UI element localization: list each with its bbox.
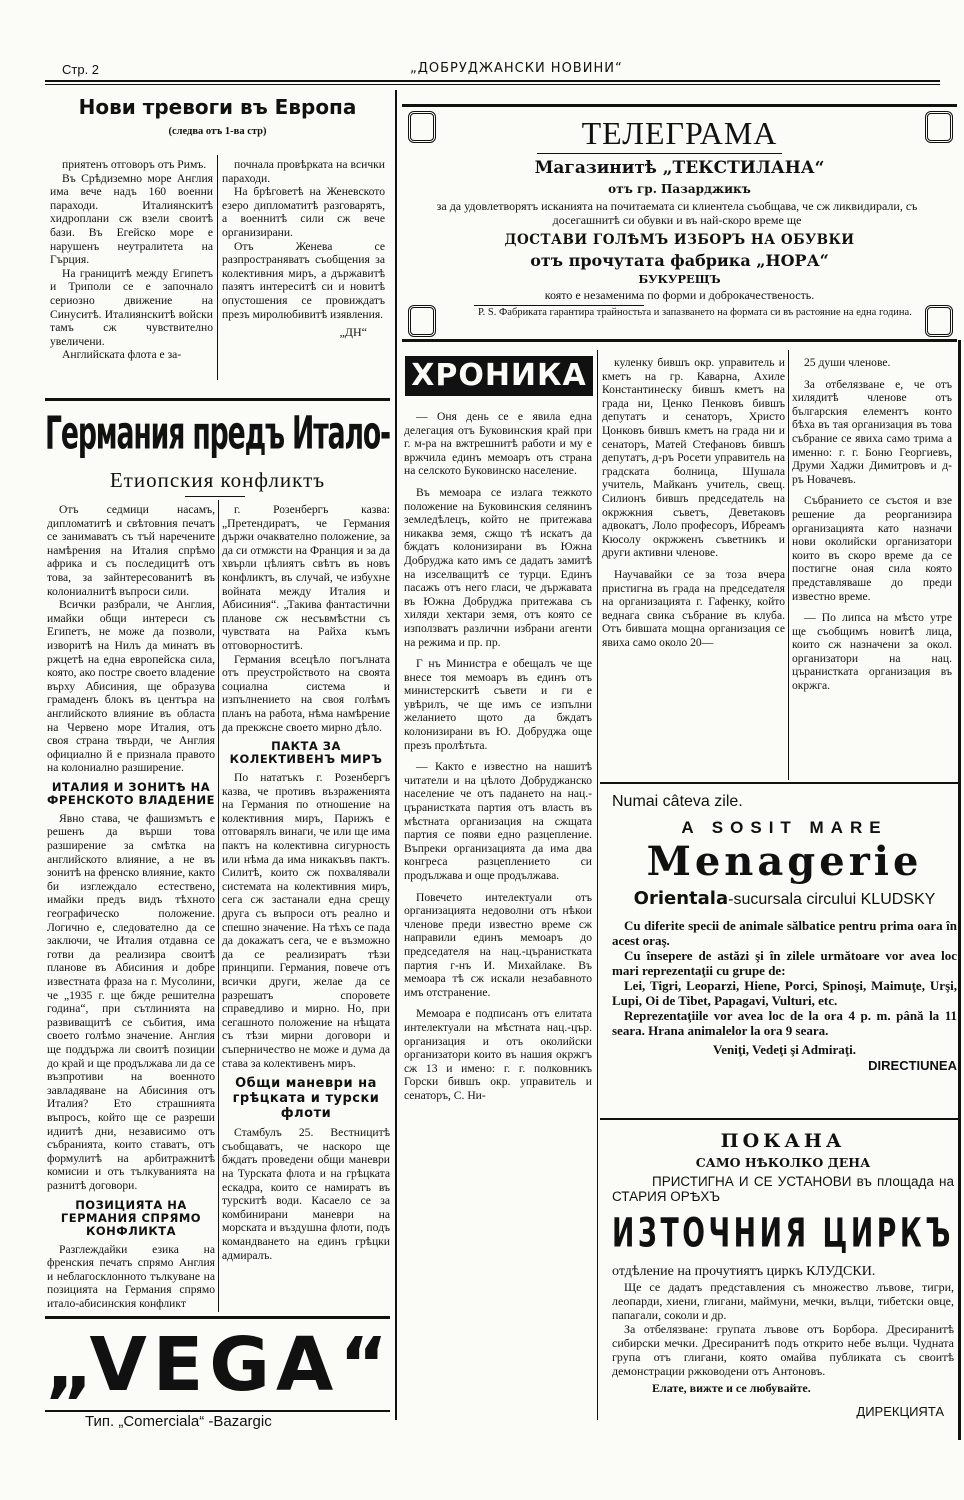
footer-rule: [45, 1410, 390, 1412]
europe-column-2-wrap: [222, 158, 385, 340]
section-rule: [600, 1118, 960, 1120]
menagerie-headline: A SOSIT MARE: [681, 818, 888, 837]
paragraph: Стамбулъ 25. Вестницитѣ съобщаватъ, че наскоро ще бждатъ проведени общи маневри на Турската флота и на грѣцката ескадра, които се намиратъ въ турскитѣ води. Касаело се за комбинирани маневри на морската и въздушна флоти, подъ командването на единъ грѣцки адмиралъ.: [222, 1126, 390, 1262]
paragraph: Г нъ Министра е обещалъ че ще внесе тоя мемоаръ въ единъ отъ министерскитѣ съвети и ги е увѣрилъ, че ще имъ се изпълни желанието щото да бждатъ колонизирани въ Ю. Добруджа още презъ пролѣтьта.: [404, 657, 592, 752]
vega-ad: „VEGA“: [45, 1322, 394, 1409]
chronicle-title: ХРОНИКА: [405, 356, 593, 396]
chronicle-column-1: [404, 410, 592, 1111]
paragraph: — Оня день се е явила една делегация отъ Буковинския край при г. м-ра на вжтрешнитѣ работи и му е вржчила единъ мемоаръ отъ страна на селското Буковинско население.: [404, 410, 592, 478]
paragraph: — По липса на мѣсто утре ще съобщимъ новитѣ лица, които сж назначени за окол. организатори на нац. църанистката организация въ окржга.: [792, 611, 952, 693]
germany-column-1: [47, 503, 215, 1310]
menagerie-ad: [612, 792, 957, 1074]
printer-footer: Тип. „Comerciala“ -Bazargic: [85, 1413, 272, 1431]
menagerie-branch-line: [612, 888, 957, 912]
paragraph: Cu însepere de astăzi şi în zilele următoare vor avea loc mari reprezentaţii cu grupe de:: [612, 948, 957, 978]
chronicle-column-3: [792, 356, 952, 701]
paragraph: Мемоара е подписанъ отъ елитата интелектуали на мѣстната нац.-цър. организация и отъ околийски организатори които въ нашия окржгъ сж 13 и имено: г. г. полковникъ Горски бившъ окр. управитель и сенаторъ, С. Ни-: [404, 1007, 592, 1102]
header-rule-thin: [45, 84, 940, 85]
paragraph: Явно става, че фашизмътъ е решенъ да върши това разширение за смѣтка на английското влияние, а не въ зонитѣ на френско влияние, както би изглеждало естествено, имайки предъ видъ тѣхното географическо положение. Логично е, следователно да се заключи, че Италия отдавна се готви да реализира своитѣ планове въ Абисиния и добре известната фраза на г. Мусолини, че „1935 г. ще бжде решителна година“, при сътлинията на развиващитѣ се събития, има своето голѣмо значение. Англия ще поддържа ли своитѣ позиции до край и ще продължава ли да се възпротиви на военното завладяване на Абисиния отъ Италия? Ето страшнията въпросъ, който ще се разреши идиитѣ дни, независимо отъ събранията, които ставатъ, отъ формулитѣ на арбитражнитѣ комисии и отъ тълкуванията на разнитѣ договори.: [47, 811, 215, 1192]
telegram-offer: ДОСТАВИ ГОЛѢМЪ ИЗБОРЪ НА ОБУВКИ: [504, 232, 855, 248]
paragraph: Повечето интелектуали отъ организацията недоволни отъ нѣкои членове преди известно време сж направили единъ мемоаръ до председателя на нац.-църанистката партия г-нъ И. Михайлаке. Въ мемоара тѣ сж искали незабавното имъ отстранение.: [404, 890, 592, 999]
europe-column-2: [222, 158, 385, 321]
paragraph: За отбелязване: групата лъвове отъ Борбора. Дресиранитѣ сибирски мечки. Дресиранитѣ подъ открито небе вълци. Чудната група отъ глигани, която омайва публиката съ своитѣ демонстрации ржководени отъ Антоновъ.: [612, 1322, 954, 1378]
menagerie-branch-inner: [634, 888, 936, 909]
paragraph: Германия всецѣло погълната отъ преустройството на своята социална система и изпълнението на своя голѣмъ планъ на работа, нѣма намѣрение да прекжсне своето мирно дѣло.: [222, 652, 390, 734]
branch-label: -sucursala circului KLUDSKY: [728, 891, 936, 908]
europe-column-1: [50, 158, 213, 362]
page-divider: [395, 90, 397, 1420]
telegram-quality: която е незаменима по форми и доброкачественость.: [544, 288, 815, 302]
paragraph: г. Розенбергъ казва: „Претендиратъ, че Германия държи очаквателно положение, за да си отмжсти на Франция и за да хвърли цѣлиятъ свѣтъ въ новъ конфликтъ, въ случай, че избухне войната между Италия и Абисиния“. „Такива фантастични планове сж несъвмѣстни съ чувствата на Райха къмъ отговорноститѣ.: [222, 503, 390, 652]
subheading: Общи маневри на грѣцката и турски флоти: [232, 1076, 380, 1122]
section-rule: [45, 398, 390, 401]
telegram-factory-city: БУКУРЕЩЪ: [638, 272, 721, 286]
paragraph: За отбелязване е, че отъ хилядитѣ членове отъ българския елементъ конто бѣха въ тая организация въ това събрание се явиха само трима а именно: г. г. Боню Георгиевъ, Друми Хаджи Димитровъ и д-ръ Новачевъ.: [792, 377, 952, 486]
germany-column-2: [222, 503, 390, 1262]
paragraph: Lei, Tigri, Leoparzi, Hiene, Porci, Spinoşi, Maimuţe, Urşi, Lupi, Oi de Tibet, Papagavi, Vulturi, etc.: [612, 978, 957, 1008]
germany-title-box: [45, 408, 390, 464]
column-divider: [218, 500, 219, 1312]
telegram-ps: P. S. Фабриката гарантира трайностьта и запазването на формата си въ растояние на една година.: [478, 307, 912, 318]
telegram-title: ТЕЛЕГРАМА: [581, 115, 778, 151]
column-divider: [597, 350, 598, 1420]
telegram-body: за да удовлетворятъ исканията на почитаемата си клиентела съобщава, че сж ликвидирали, съ досегашнитѣ си обувки и въ най-скоро време ще: [436, 199, 918, 227]
europe-title: Нови тревоги въ Европа: [78, 95, 357, 119]
germany-title: Германия предъ Итало-: [45, 408, 390, 460]
newspaper-name: „ДОБРУДЖАНСКИ НОВИНИ“: [410, 61, 623, 76]
invitation-arrived: ПРИСТИГНА И СЕ УСТАНОВИ въ площада на СТАРИЯ ОРѢХЪ: [612, 1174, 954, 1204]
paragraph: приятенъ отговоръ отъ Римъ.: [62, 158, 207, 171]
paragraph: куленку бившъ окр. управитель и кметъ на гр. Каварна, Ахиле Константинеску бившъ кметъ на града ни, Ценко Пенковъ бившъ депутатъ и сенаторъ, Христо Цонковъ бившъ кметъ на града ни и сенаторъ, Матей Стефановъ бившъ депутатъ, д-ръ Росети управитель на градската болница, Шушала учитель, Майканъ учитель, свещ. Силионъ бившъ председатель на окржжния съветъ, Деветаковъ адвокатъ, Лоло професоръ, Ибреамъ Кюсолу окржженъ съветникъ и други активни членове.: [602, 356, 785, 560]
invitation-circus-box: [612, 1210, 954, 1260]
invitation-signature: ДИРЕКЦИЯТА: [856, 1404, 944, 1419]
menagerie-closing: Veniţi, Vedeţi şi Admiraţi.: [713, 1042, 856, 1057]
europe-continued: (следва отъ 1-ва стр): [168, 126, 267, 137]
paragraph: Отъ седмици насамъ, дипломатитѣ и свѣтовния печатъ се занимаватъ съ тъй наречените намѣрения на Италия спрѣмо африка и съ последицитѣ отъ това, за зайнтересованитѣ въ колониалнитѣ въпроси сили.: [47, 503, 215, 598]
subheading: ПОЗИЦИЯТА НА ГЕРМАНИЯ СПРЯМО КОНФЛИКТА: [60, 1197, 202, 1238]
paragraph: Cu diferite specii de animale sălbatice pentru prima oara în acest oraş.: [612, 918, 957, 948]
ps-rule: [474, 305, 644, 306]
header-rule: [45, 80, 940, 82]
menagerie-signature: DIRECTIUNEA: [868, 1058, 957, 1073]
title-rule: [537, 153, 782, 154]
subheading: ПАКТА ЗА КОЛЕКТИВЕНЪ МИРЪ: [229, 739, 383, 767]
paragraph: Ще се дадатъ представления съ множество лъвове, тигри, леопарди, хиени, глигани, маймуни, мечки, вълци, тибетски овце, папагали, соколи и др.: [612, 1280, 954, 1322]
menagerie-body: [612, 918, 957, 1038]
paragraph: Английската флота е за-: [62, 348, 182, 362]
menagerie-intro: Numai câteva zile.: [612, 793, 743, 810]
invitation-subtitle: САМО НѢКОЛКО ДЕНА: [695, 1155, 871, 1170]
orientala-label: Orientala: [633, 888, 729, 909]
telegram-store: Магазинитѣ „ТЕКСТИЛАНА“: [534, 158, 825, 178]
right-edge-rule: [958, 340, 961, 1440]
paragraph: почнала провѣрката на всички параходи.: [222, 158, 385, 185]
invitation-branch: отдѣление на прочутиятъ циркъ КЛУДСКИ.: [612, 1264, 876, 1279]
paragraph: На брѣговетѣ на Женевското езеро дипломатитѣ разговарятъ, а военнитѣ сили сж вече организирани.: [222, 185, 385, 239]
paragraph: Reprezentaţiile vor avea loc de la ora 4 p. m. până la 11 seara. Hrana animalelor la ora 9 seara.: [612, 1008, 957, 1038]
paragraph: Научавайки се за тоза вчера пристигна въ града на председателя на организацията г. Гафенку, който веднага свика събрание въ клуба. Отъ бившата мощна организация се явиха само около 20—: [602, 567, 785, 649]
paragraph: Въ Срѣдиземно море Англия има вече надъ 160 военни параходи. Италиянскитѣ хидроплани сж взели своитѣ бази. Въ Егейско море е нарушенъ неутралитета на Гърция.: [50, 171, 213, 267]
section-rule: [600, 782, 960, 784]
paragraph: — Както е известно на нашитѣ читатели и на цѣлото Добруджанско население че отъ падането на нац.-църанистката партия отъ власть въ мѣстната организация на сжщата партия се появи едно разцепление. Въпреки организацията да има два конгреса разцеплението си продължава и още продължава.: [404, 760, 592, 882]
subheading: ИТАЛИЯ И ЗОНИТѢ НА ФРЕНСКОТО ВЛАДЕНИЕ: [47, 779, 215, 807]
invitation-circus: ИЗТОЧНИЯ ЦИРКЪ: [612, 1210, 954, 1258]
chronicle-column-2: [602, 356, 785, 657]
paragraph: На границитѣ между Египетъ и Триполи се е започнало сериозно движение на Синуситѣ. Италиянскитѣ войски тамъ сж чувствително увеличени.: [50, 266, 213, 348]
paragraph: Събранието се състоя и взе решение да реорганизира организацията като назначи нови околийски организатори които въ скоро време да се постигне оная сила която представляваше до преди известно време.: [792, 494, 952, 603]
paragraph: Разглеждайки езика на френския печатъ спрямо Англия и неблагосклонното тълкуване на позицията на Германия спрямо итало-абисинския конфликт: [47, 1242, 215, 1310]
invitation-ad: [612, 1130, 954, 1420]
paragraph: Отъ Женева се разпространяватъ съобщения за колективния миръ, а държавитѣ пазятъ интереситѣ си и новитѣ опустошения се провиждатъ презъ миролюбивитѣ изявления.: [222, 239, 385, 321]
column-divider: [788, 350, 789, 780]
europe-signature: „ДН“: [339, 325, 367, 340]
section-rule: [45, 1316, 390, 1319]
invitation-closing: Елате, вижте и се любувайте.: [652, 1381, 811, 1395]
paragraph: По нататъкъ г. Розенбергъ казва, че противъ възраженията на Германия по отношение на колективния миръ, Парижъ е отговарялъ винаги, че или ще има пактъ на колективна сигурность или нѣма да има никакъвъ пактъ. Силитѣ, които сж похвалявали системата на колективния миръ, сега сж застанали една срещу друга съ въпроси отъ реално и спешно значение. На тѣхъ се пада да докажатъ сега, че е възможно да се реализиратъ тѣзи принципи. Германия, повече отъ всички други, желае да се разрешатъ споровете справедливо и мирно. Но, при сегашното положение на нѣщата съ тѣзи мирни договори и съперничество не може и дума да става за колективенъ миръ.: [222, 771, 390, 1070]
telegram-city: отъ гр. Пазарджикъ: [608, 182, 751, 196]
invitation-body: [612, 1280, 954, 1378]
invitation-title: ПОКАНА: [720, 1130, 846, 1152]
page-number: Стр. 2: [62, 62, 100, 77]
menagerie-title: Menagerie: [646, 838, 923, 885]
telegram-factory: отъ прочутата фабрика „НОРА“: [530, 251, 829, 270]
germany-subtitle: Етиопския конфликтъ: [109, 468, 326, 492]
ornament-icon: [408, 305, 436, 337]
subtitle-rule: [185, 496, 245, 497]
column-divider: [217, 155, 218, 380]
paragraph: Всички разбрали, че Англия, имайки общи интереси съ Египетъ, не може да позволи, изворитѣ на Нилъ да минатъ въ ржцетѣ на една европейска сила, която, ако постре своето владение върху Абисиния, ще образува грамаденъ блокъ въ центъра на английското влияние въ областа на Червено море Италия, отъ своя страна твърди, че Англия официално й е признала правото на колониално разширение.: [47, 598, 215, 775]
telegram-ad: [402, 104, 957, 342]
paragraph: Въ мемоара се излага тежкото положение на Буковинския селянинъ земледѣлецъ, който не притежава никаква земя, сжщо тѣ искатъ да бждатъ колонизирани въ Южна Добруджа като имъ се дадатъ замитѣ на изселващитѣ се турци. Единъ пасажъ отъ него гласи, че държавата въ Южна Добруджа притежава съ хиляди хектари земя, отъ която се използватъ различни избрани агенти на режима и пр. пр.: [404, 485, 592, 649]
paragraph: 25 души членове.: [804, 356, 891, 369]
